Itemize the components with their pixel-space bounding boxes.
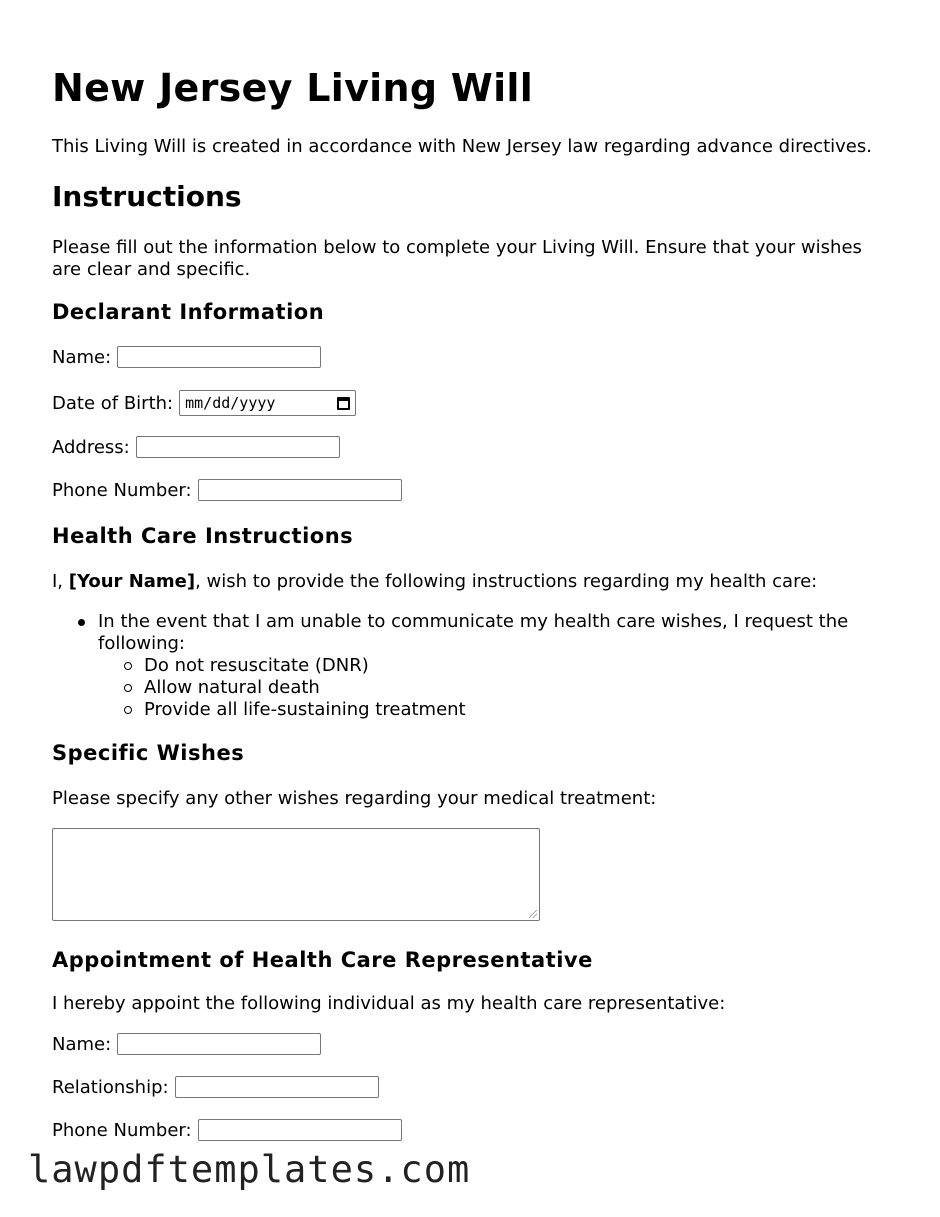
declarant-name-label: Name: <box>52 346 112 368</box>
declarant-dob-input[interactable] <box>179 390 356 416</box>
page-title: New Jersey Living Will <box>52 66 534 110</box>
health-care-options <box>98 655 898 721</box>
representative-relationship-label: Relationship: <box>52 1076 169 1098</box>
representative-relationship-row <box>52 1076 379 1098</box>
declarant-address-input[interactable] <box>136 436 340 458</box>
specific-wishes-heading: Specific Wishes <box>52 741 245 765</box>
specific-wishes-text: Please specify any other wishes regarding your medical treatment: <box>52 788 657 809</box>
statement-name: [Your Name] <box>68 571 196 592</box>
statement-suffix: , wish to provide the following instructions regarding my health care: <box>195 571 818 592</box>
representative-name-label: Name: <box>52 1033 112 1055</box>
option-life-sustaining: Provide all life-sustaining treatment <box>144 699 898 721</box>
declarant-dob-label: Date of Birth: <box>52 392 174 414</box>
declarant-name-input[interactable] <box>117 346 321 368</box>
resize-handle-icon[interactable] <box>529 910 537 918</box>
health-care-heading: Health Care Instructions <box>52 524 354 548</box>
declarant-name-row <box>52 346 321 368</box>
representative-phone-label: Phone Number: <box>52 1119 192 1141</box>
health-care-list <box>98 611 898 721</box>
declarant-heading: Declarant Information <box>52 300 325 324</box>
option-natural-death: Allow natural death <box>144 677 898 699</box>
dob-placeholder: mm/dd/yyyy <box>185 394 276 412</box>
declarant-phone-input[interactable] <box>198 479 402 501</box>
specific-wishes-textarea[interactable] <box>52 828 540 921</box>
representative-phone-row <box>52 1119 402 1141</box>
option-dnr: Do not resuscitate (DNR) <box>144 655 898 677</box>
representative-heading: Appointment of Health Care Representative <box>52 948 593 972</box>
health-care-statement <box>52 571 817 593</box>
watermark: lawpdftemplates.com <box>28 1148 471 1191</box>
statement-prefix: I, <box>52 571 69 592</box>
declarant-address-row <box>52 436 340 458</box>
representative-text: I hereby appoint the following individual as my health care representative: <box>52 993 726 1014</box>
declarant-dob-row <box>52 390 356 416</box>
list-item <box>98 611 898 721</box>
declarant-phone-row <box>52 479 402 501</box>
instructions-heading: Instructions <box>52 180 242 213</box>
representative-relationship-input[interactable] <box>175 1076 379 1098</box>
instructions-text: Please fill out the information below to complete your Living Will. Ensure that your wishes are clear and specific. <box>52 237 862 280</box>
declarant-phone-label: Phone Number: <box>52 479 192 501</box>
health-care-item-text: In the event that I am unable to communicate my health care wishes, I request the following: <box>98 611 849 654</box>
calendar-icon[interactable] <box>337 397 350 410</box>
representative-name-input[interactable] <box>117 1033 321 1055</box>
intro-text: This Living Will is created in accordance with New Jersey law regarding advance directives. <box>52 136 872 157</box>
representative-name-row <box>52 1033 321 1055</box>
representative-phone-input[interactable] <box>198 1119 402 1141</box>
declarant-address-label: Address: <box>52 436 130 458</box>
